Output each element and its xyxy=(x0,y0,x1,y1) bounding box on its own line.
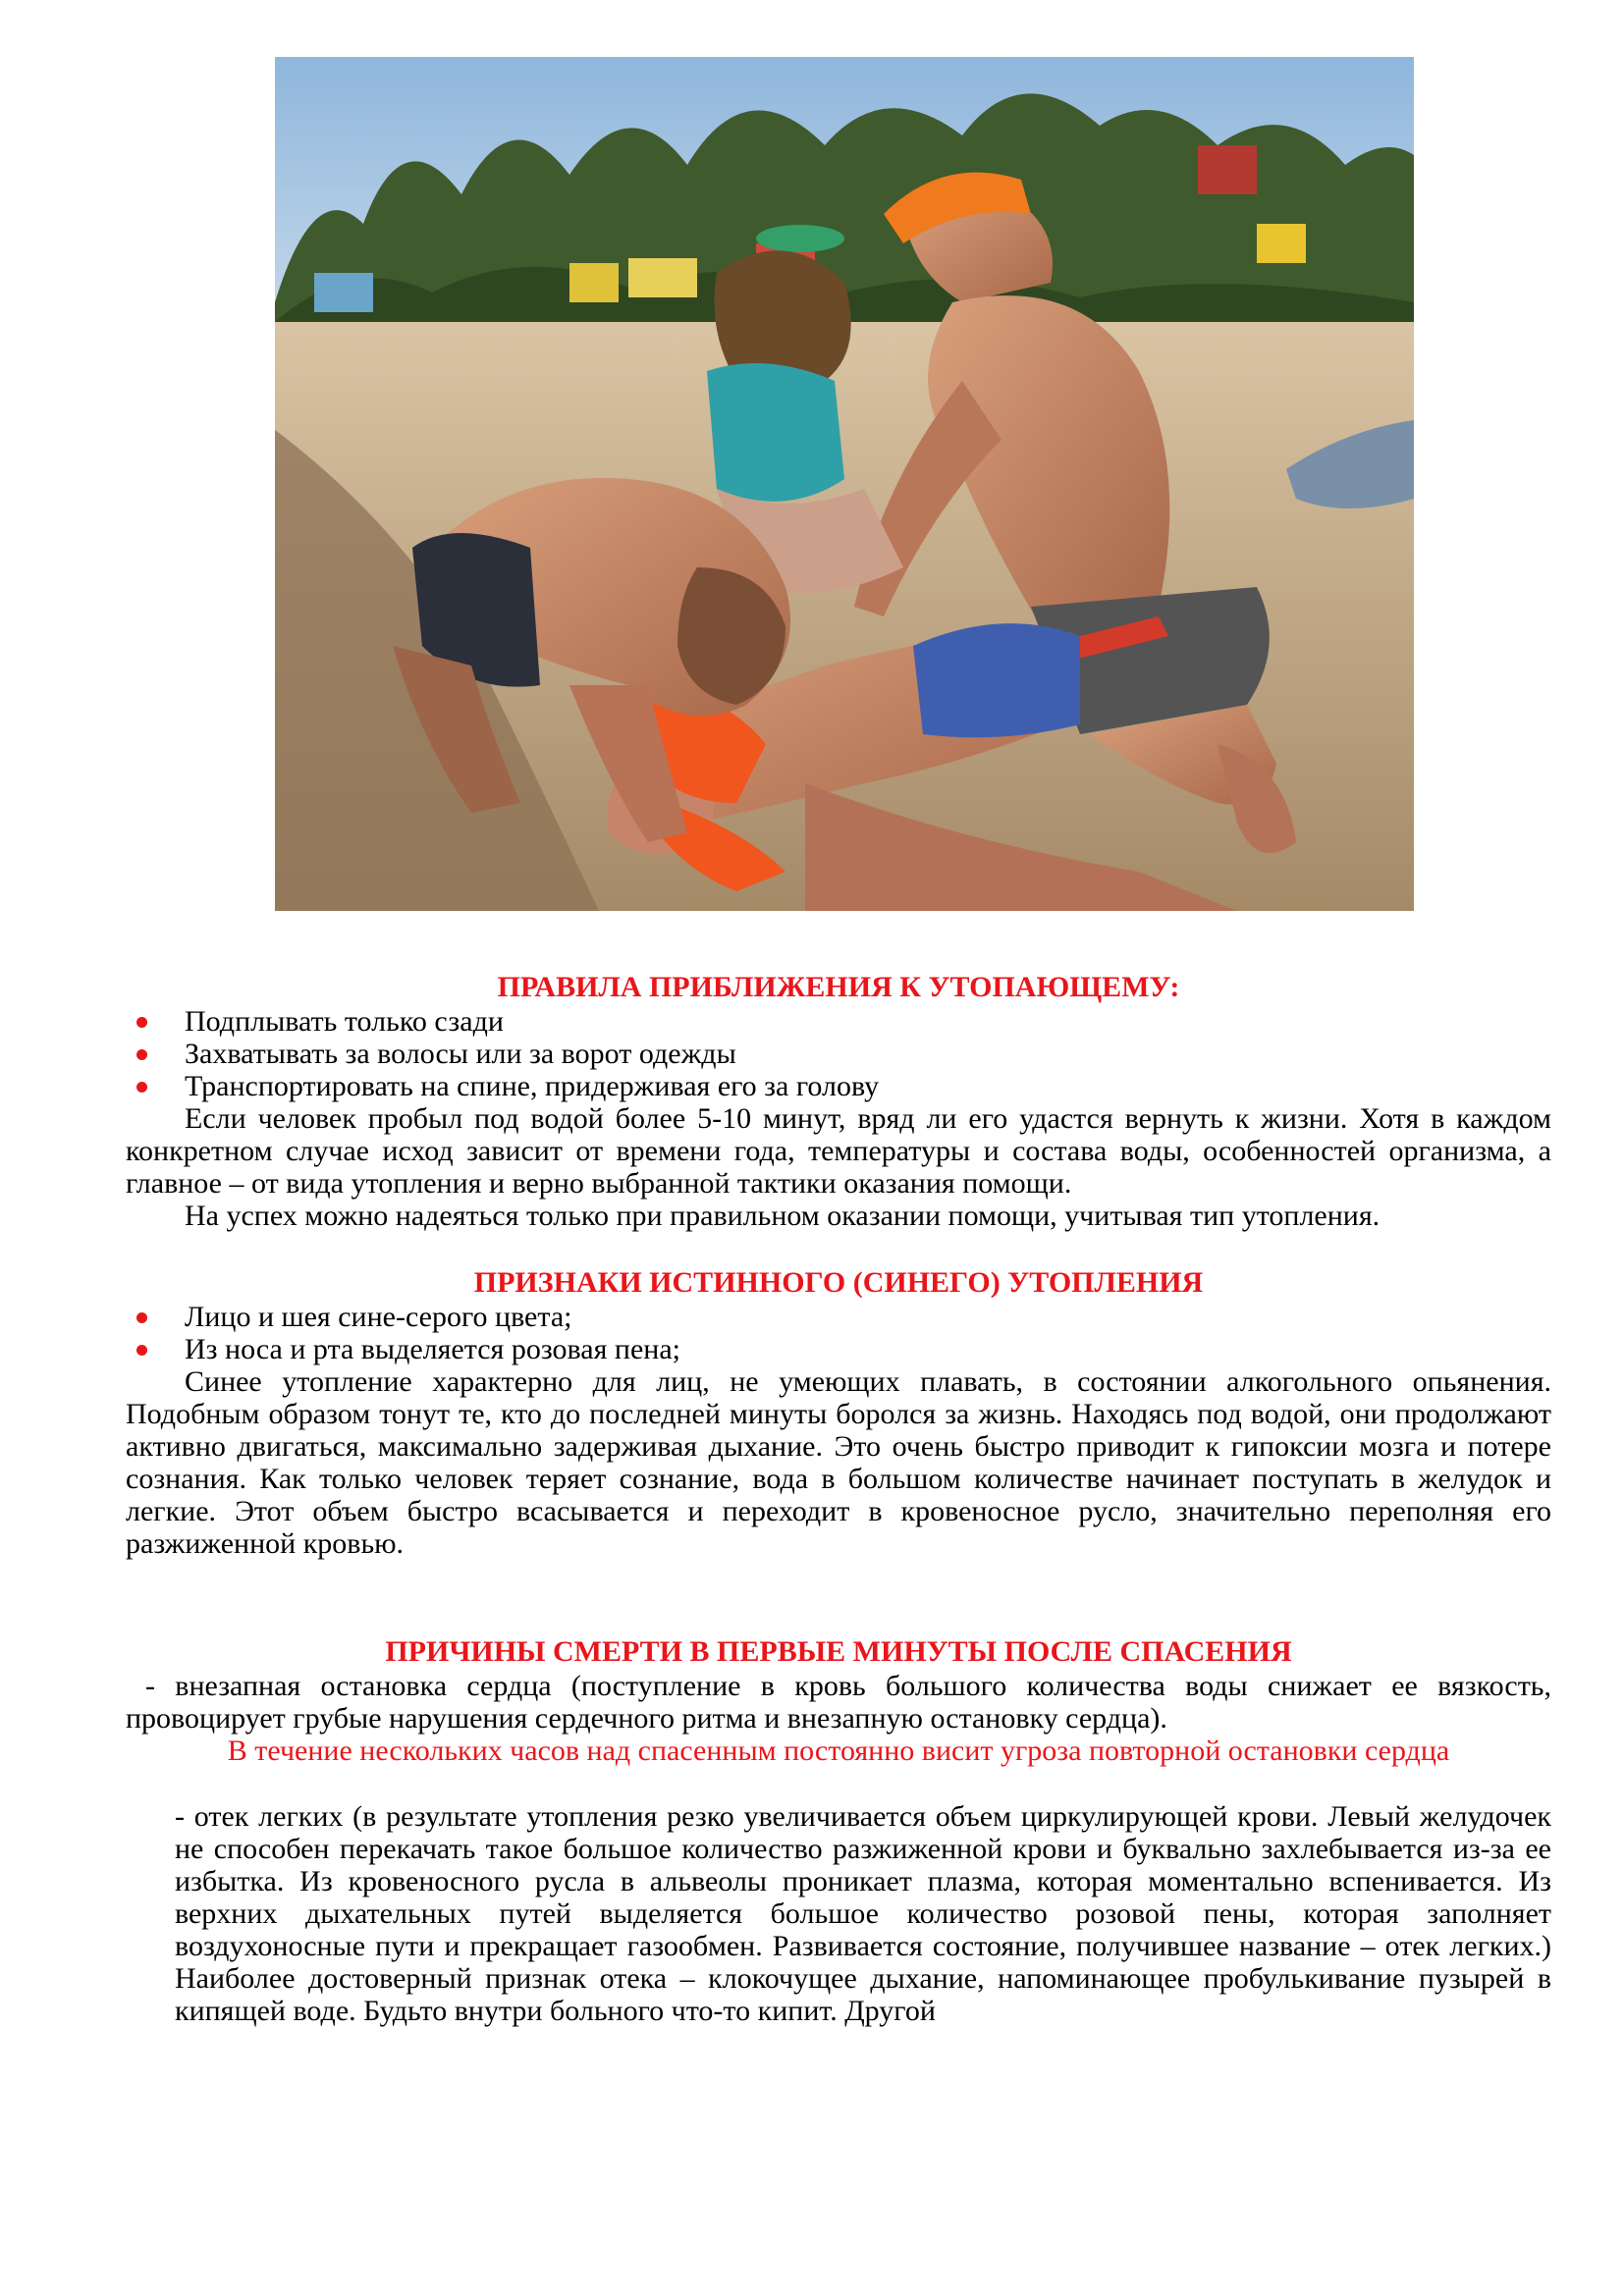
pulmonary-edema-item: - отек легких (в результате утопления резко увеличивается объем циркулирующей крови. Левый желудочек не способен перекачать такое большое количество разжиженной крови и буквально захлебывается из-за ее избытка. Из кровеносного русла в альвеолы проникает плазма, которая моментально вспенивается. Из верхних дыхательных путей выделяется большое количество розовой пены, которая заполняет воздухоносные пути и прекращает газообмен. Развивается состояние, получившее название – отек легких.) Наиболее достоверный признак отека – клокочущее дыхание, напоминающее пробулькивание пузырей в кипящей воде. Будьто внутри больного что-то кипит. Другой xyxy=(175,1800,1551,2027)
heading-blue-drowning-signs: ПРИЗНАКИ ИСТИННОГО (СИНЕГО) УТОПЛЕНИЯ xyxy=(473,1266,1204,1299)
paragraph: На успех можно надеяться только при правильном оказании помощи, учитывая тип утопления. xyxy=(185,1200,1380,1232)
document-body xyxy=(126,970,1551,2027)
blue-drowning-signs-list xyxy=(126,1301,1551,1365)
paragraph: Синее утопление характерно для лиц, не умеющих плавать, в состоянии алкогольного опьянения. Подобным образом тонут те, кто до последней минуты боролся за жизнь. Находясь под водой, они продолжают активно двигаться, максимально задерживая дыхание. Это очень быстро приводит к гипоксии мозга и потере сознания. Как только человек теряет сознание, вода в большом количестве начинает поступать в желудок и легкие. Этот объем быстро всасывается и переходит в кровеносное русло, значительно переполняя его разжиженной кровью. xyxy=(126,1365,1551,1560)
bullet-icon xyxy=(136,1312,147,1323)
beach-rescue-illustration xyxy=(275,57,1414,911)
bullet-icon xyxy=(136,1082,147,1093)
bullet-icon xyxy=(136,1345,147,1356)
list-item: Лицо и шея сине-серого цвета; xyxy=(126,1301,1551,1333)
list-item: Захватывать за волосы или за ворот одежды xyxy=(126,1038,1551,1070)
bullet-icon xyxy=(136,1049,147,1060)
list-item: Подплывать только сзади xyxy=(126,1005,1551,1038)
warning-note: В течение нескольких часов над спасенным постоянно висит угроза повторной остановки сердца xyxy=(227,1735,1450,1767)
paragraph: Если человек пробыл под водой более 5-10 минут, вряд ли его удастся вернуть к жизни. Хотя в каждом конкретном случае исход зависит от времени года, температуры и состава воды, особенностей организма, а главное – от вида утопления и верно выбранной тактики оказания помощи. xyxy=(126,1102,1551,1200)
list-item: Из носа и рта выделяется розовая пена; xyxy=(126,1333,1551,1365)
list-item: Транспортировать на спине, придерживая его за голову xyxy=(126,1070,1551,1102)
rescue-photo xyxy=(275,57,1414,911)
heading-approach-rules: ПРАВИЛА ПРИБЛИЖЕНИЯ К УТОПАЮЩЕМУ: xyxy=(497,971,1180,1003)
pulmonary-edema-block xyxy=(126,1800,1551,2027)
approach-rules-list xyxy=(126,1005,1551,1102)
bullet-icon xyxy=(136,1017,147,1028)
cardiac-arrest-item: - внезапная остановка сердца (поступление в кровь большого количества воды снижает ее вязкость, провоцирует грубые нарушения сердечного ритма и внезапную остановку сердца). xyxy=(126,1670,1551,1735)
heading-death-causes: ПРИЧИНЫ СМЕРТИ В ПЕРВЫЕ МИНУТЫ ПОСЛЕ СПАСЕНИЯ xyxy=(385,1635,1292,1668)
